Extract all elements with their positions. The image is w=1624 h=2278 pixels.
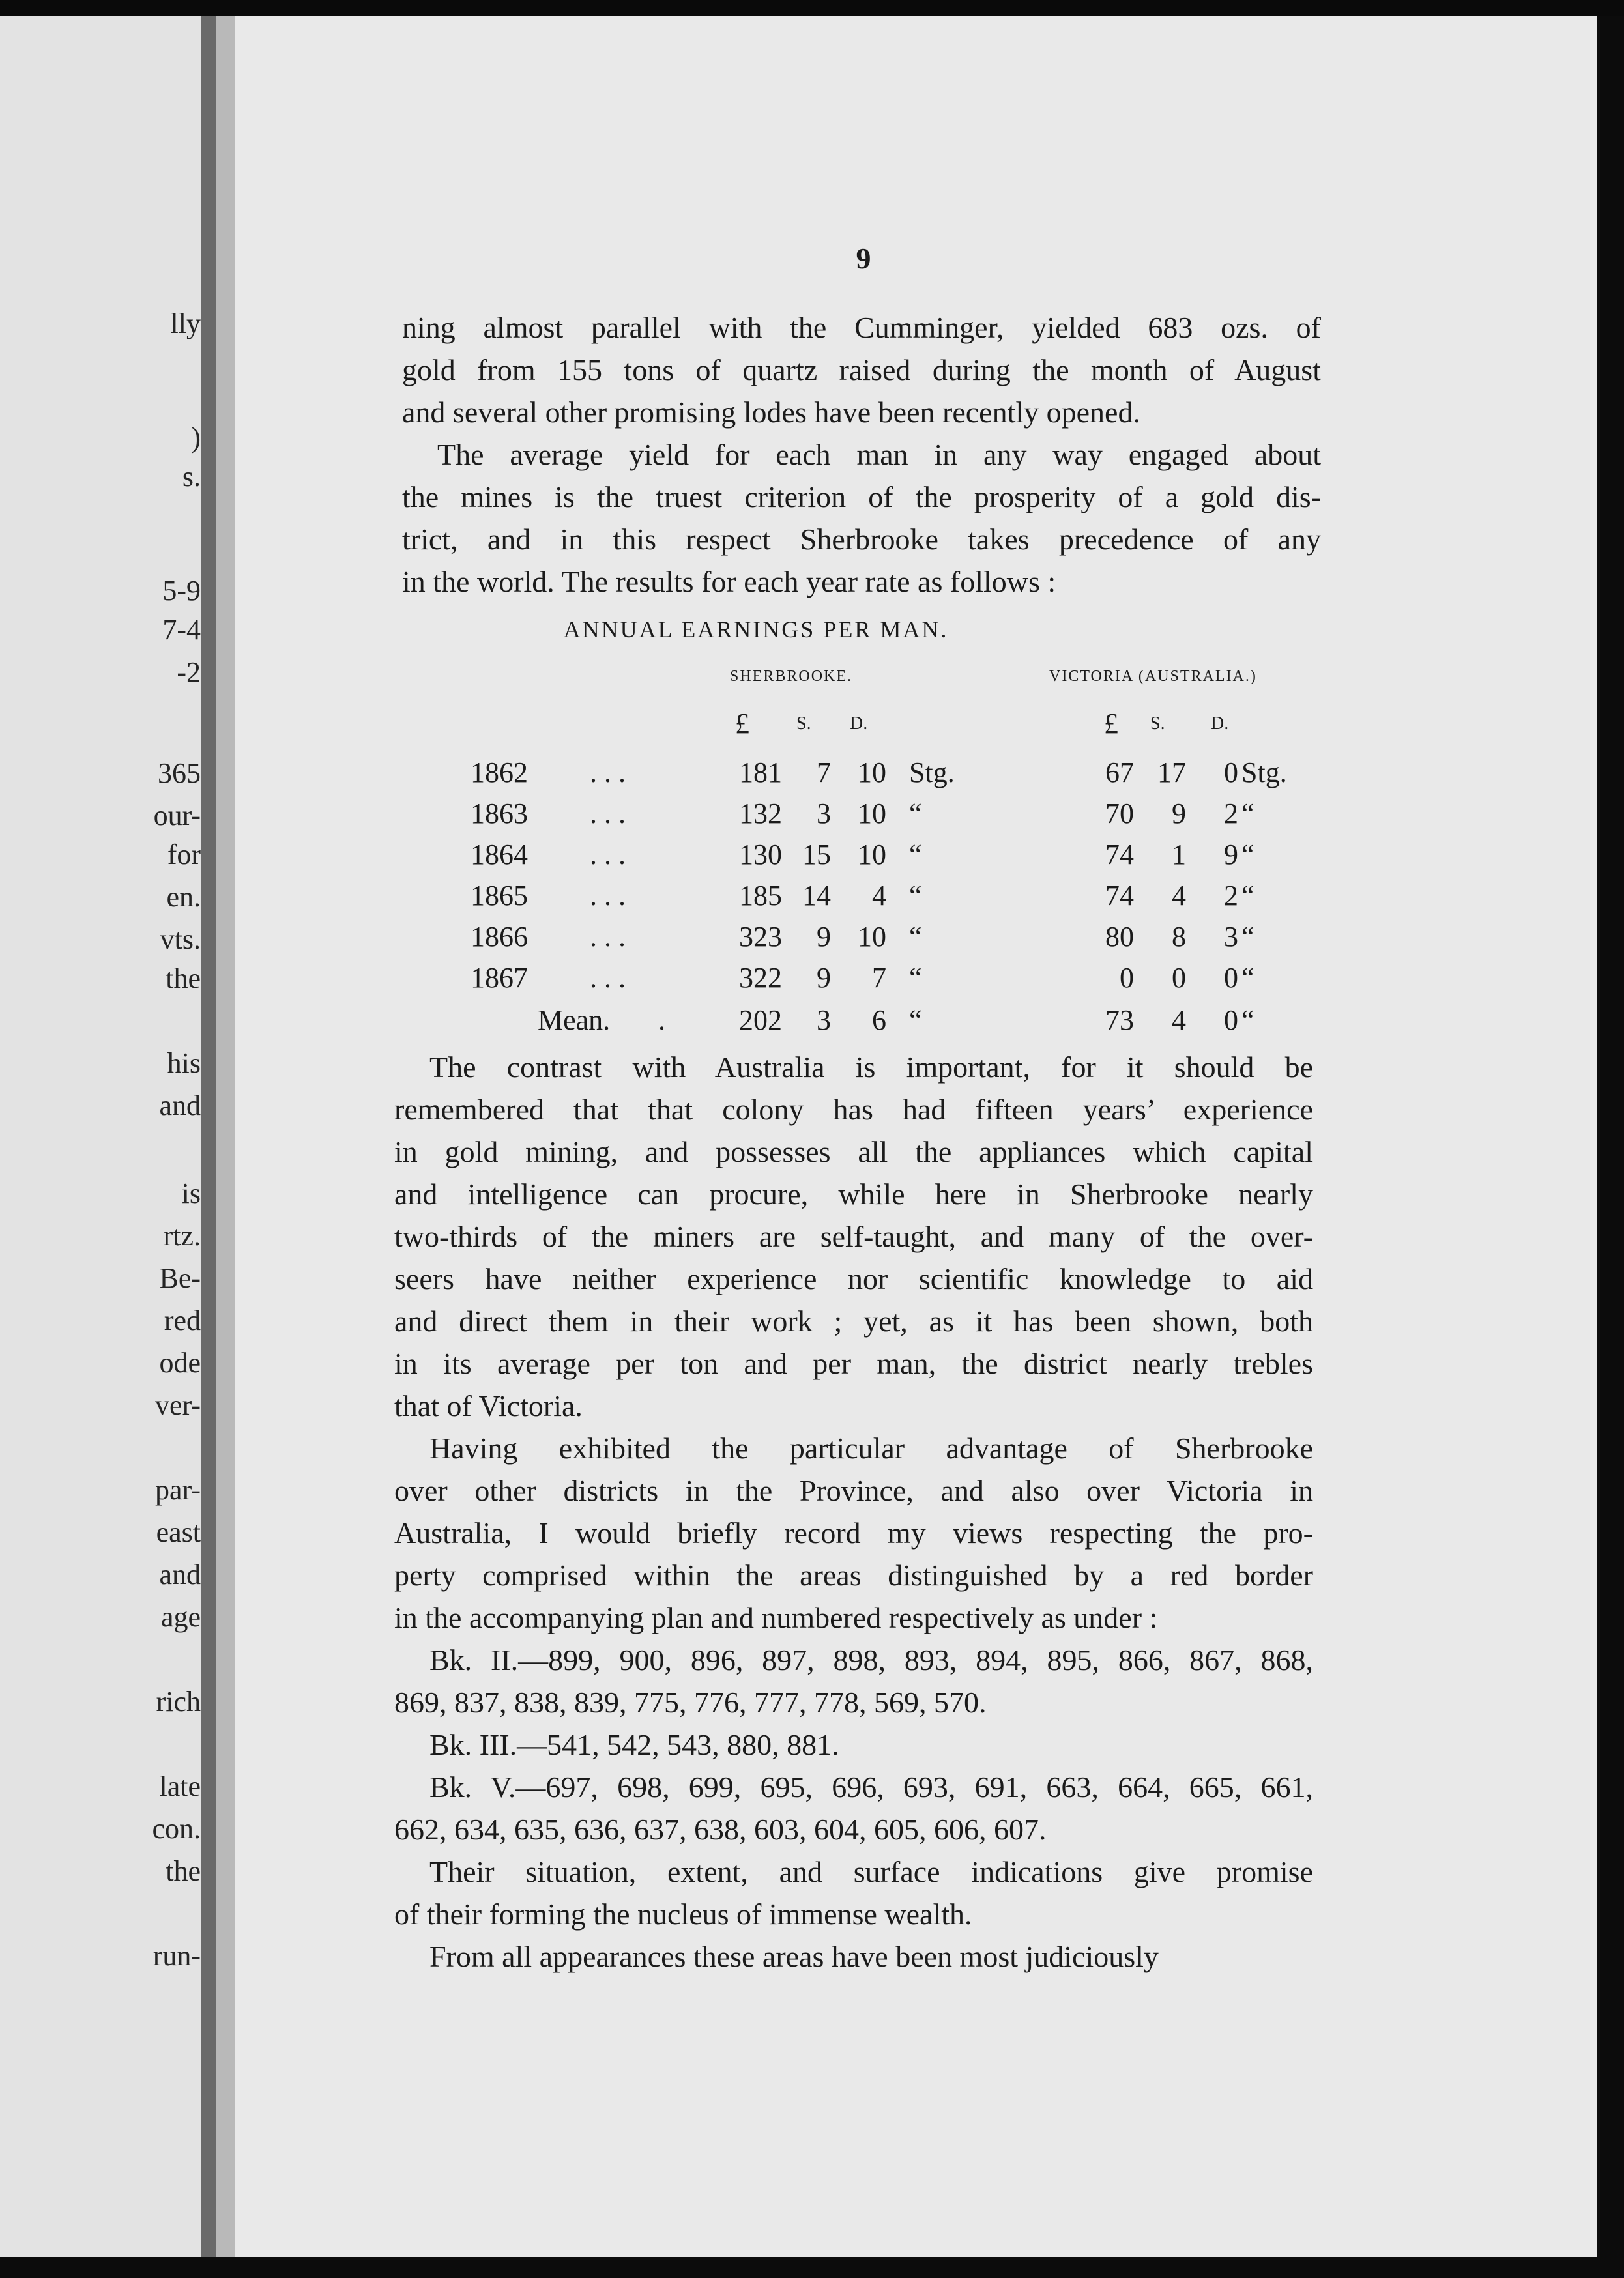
cell-year: 1864 xyxy=(471,839,528,871)
cell-dots: . . . xyxy=(590,962,626,994)
intro-paragraph xyxy=(402,306,1321,433)
text-line: ning almost parallel with the Cumminger, yielded 683 ozs. of xyxy=(402,311,1321,344)
block-two-list xyxy=(394,1639,1313,1723)
table-row xyxy=(0,797,1624,837)
cell-vd: 0 xyxy=(1224,962,1238,994)
left-page-fragment: late xyxy=(159,1770,201,1802)
cell-ss: 3 xyxy=(817,798,831,829)
cell-year: 1865 xyxy=(471,880,528,912)
text-line: 869, 837, 838, 839, 775, 776, 777, 778, 569, 570. xyxy=(394,1686,987,1719)
unit-shillings-sherbrooke: S. xyxy=(796,714,811,734)
cell-vmark: “ xyxy=(1241,1004,1254,1036)
cell-vp: 73 xyxy=(1105,1004,1134,1036)
cell-sd: 6 xyxy=(872,1004,886,1036)
block-five-list xyxy=(394,1766,1313,1851)
cell-vp: 67 xyxy=(1105,757,1134,788)
unit-pence-sherbrooke: D. xyxy=(850,714,868,734)
text-line: in its average per ton and per man, the district nearly trebles xyxy=(394,1347,1313,1380)
contrast-paragraph xyxy=(394,1046,1313,1427)
text-line: 662, 634, 635, 636, 637, 638, 603, 604, 605, 606, 607. xyxy=(394,1813,1047,1846)
text-line: over other districts in the Province, and also over Victoria in xyxy=(394,1474,1313,1507)
cell-smark: “ xyxy=(909,798,922,829)
cell-ss: 15 xyxy=(802,839,831,871)
scan-border-bottom xyxy=(0,2257,1624,2278)
cell-year: 1866 xyxy=(471,921,528,953)
cell-dots: . xyxy=(658,1004,665,1036)
column-header-sherbrooke: SHERBROOKE. xyxy=(730,668,853,685)
left-page-fragment: red xyxy=(164,1305,201,1336)
cell-vd: 0 xyxy=(1224,1004,1238,1036)
left-page-fragment: s. xyxy=(182,461,201,493)
text-line: Bk. III.—541, 542, 543, 880, 881. xyxy=(429,1728,839,1761)
page-gutter xyxy=(216,16,235,2257)
left-page-fragment: his xyxy=(167,1047,201,1079)
text-line: trict, and in this respect Sherbrooke takes precedence of any xyxy=(402,523,1321,556)
final-paragraph xyxy=(394,1935,1313,1978)
left-page-fragment: -2 xyxy=(177,656,201,688)
unit-pound-victoria: £ xyxy=(1104,708,1118,740)
cell-sp: 322 xyxy=(739,962,782,994)
cell-sp: 185 xyxy=(739,880,782,912)
cell-vp: 0 xyxy=(1120,962,1134,994)
cell-vs: 17 xyxy=(1157,757,1186,788)
text-line: Bk. II.—899, 900, 896, 897, 898, 893, 894, 895, 866, 867, 868, xyxy=(429,1643,1313,1677)
left-page-fragment: 5-9 xyxy=(162,575,201,607)
cell-dots: . . . xyxy=(590,757,626,788)
cell-vmark: “ xyxy=(1241,921,1254,953)
table-row xyxy=(0,838,1624,878)
text-line: Australia, I would briefly record my views respecting the pro- xyxy=(394,1516,1313,1550)
left-page-fragment: par- xyxy=(155,1474,201,1506)
cell-sp: 202 xyxy=(739,1004,782,1036)
cell-year: Mean. xyxy=(538,1004,611,1036)
left-page-fragment: 365 xyxy=(158,757,201,789)
cell-vmark: Stg. xyxy=(1241,757,1287,788)
left-page-fragment: run- xyxy=(152,1940,201,1972)
left-page-fragment: east xyxy=(156,1516,201,1548)
left-page-fragment: ) xyxy=(191,422,201,454)
left-page-fragment: is xyxy=(181,1177,201,1209)
left-page-fragment: the xyxy=(166,962,201,994)
scan-border-top xyxy=(0,0,1624,16)
cell-smark: “ xyxy=(909,962,922,994)
text-line: in the world. The results for each year rate as follows : xyxy=(402,565,1056,598)
cell-sp: 130 xyxy=(739,839,782,871)
cell-ss: 9 xyxy=(817,921,831,953)
table-row xyxy=(0,961,1624,1002)
cell-vd: 2 xyxy=(1224,798,1238,829)
cell-vs: 8 xyxy=(1172,921,1186,953)
text-line: the mines is the truest criterion of the prosperity of a gold dis- xyxy=(402,480,1321,513)
cell-dots: . . . xyxy=(590,798,626,829)
left-page-fragment: rtz. xyxy=(163,1220,201,1252)
unit-shillings-victoria: S. xyxy=(1150,714,1165,734)
left-page-fragment: for xyxy=(167,839,201,871)
left-page-fragment: vts. xyxy=(160,923,201,955)
cell-ss: 9 xyxy=(817,962,831,994)
text-line: remembered that that colony has had fifteen years’ experience xyxy=(394,1093,1313,1126)
text-line: two-thirds of the miners are self-taught, and many of the over- xyxy=(394,1220,1313,1253)
text-line: gold from 155 tons of quartz raised during the month of August xyxy=(402,353,1321,386)
currency-units-row xyxy=(0,707,1624,746)
cell-vs: 4 xyxy=(1172,880,1186,912)
left-page-fragment: ver- xyxy=(155,1389,201,1421)
table-row xyxy=(0,879,1624,919)
left-page-fragment: en. xyxy=(166,881,201,913)
left-page-fragment: and xyxy=(159,1559,201,1591)
cell-vmark: “ xyxy=(1241,962,1254,994)
cell-sd: 10 xyxy=(858,757,886,788)
cell-vp: 80 xyxy=(1105,921,1134,953)
cell-sd: 10 xyxy=(858,921,886,953)
left-page-fragment: our- xyxy=(153,800,201,831)
cell-smark: “ xyxy=(909,1004,922,1036)
cell-vp: 74 xyxy=(1105,839,1134,871)
cell-smark: “ xyxy=(909,921,922,953)
cell-vmark: “ xyxy=(1241,798,1254,829)
text-line: and direct them in their work ; yet, as it has been shown, both xyxy=(394,1305,1313,1338)
cell-smark: “ xyxy=(909,880,922,912)
cell-sp: 181 xyxy=(739,757,782,788)
cell-ss: 3 xyxy=(817,1004,831,1036)
column-header-victoria: VICTORIA (AUSTRALIA.) xyxy=(1049,668,1257,685)
cell-vd: 0 xyxy=(1224,757,1238,788)
left-page-fragment: rich xyxy=(156,1686,201,1718)
cell-sd: 7 xyxy=(872,962,886,994)
text-line: in the accompanying plan and numbered respectively as under : xyxy=(394,1601,1158,1634)
scan-border-right xyxy=(1597,16,1624,2278)
left-page-fragment: the xyxy=(166,1855,201,1887)
cell-ss: 7 xyxy=(817,757,831,788)
cell-vs: 4 xyxy=(1172,1004,1186,1036)
left-page-fragment: lly xyxy=(170,308,201,339)
text-line: in gold mining, and possesses all the appliances which capital xyxy=(394,1135,1313,1168)
table-row xyxy=(0,920,1624,960)
text-line: The average yield for each man in any way engaged about xyxy=(437,438,1321,471)
average-yield-paragraph xyxy=(402,433,1321,603)
cell-vp: 74 xyxy=(1105,880,1134,912)
left-page-fragment: Be- xyxy=(159,1262,201,1294)
page-gutter-shadow xyxy=(201,16,216,2257)
cell-vd: 3 xyxy=(1224,921,1238,953)
left-page-edge xyxy=(0,16,201,2257)
text-line: The contrast with Australia is important, for it should be xyxy=(429,1050,1313,1084)
text-line: Having exhibited the particular advantage of Sherbrooke xyxy=(429,1432,1313,1465)
cell-vs: 0 xyxy=(1172,962,1186,994)
text-line: of their forming the nucleus of immense wealth. xyxy=(394,1897,972,1931)
table-mean-row xyxy=(0,1003,1624,1044)
cell-vmark: “ xyxy=(1241,880,1254,912)
left-page-fragment: age xyxy=(160,1601,201,1633)
text-line: perty comprised within the areas distinguished by a red border xyxy=(394,1559,1313,1592)
cell-sd: 10 xyxy=(858,798,886,829)
text-line: Their situation, extent, and surface indications give promise xyxy=(429,1855,1313,1888)
cell-sd: 10 xyxy=(858,839,886,871)
cell-ss: 14 xyxy=(802,880,831,912)
text-line: seers have neither experience nor scientific knowledge to aid xyxy=(394,1262,1313,1295)
cell-sd: 4 xyxy=(872,880,886,912)
cell-smark: Stg. xyxy=(909,757,955,788)
left-page-fragment: con. xyxy=(152,1813,201,1845)
left-page-fragment: 7-4 xyxy=(162,614,201,646)
unit-pence-victoria: D. xyxy=(1211,714,1229,734)
cell-vd: 2 xyxy=(1224,880,1238,912)
cell-dots: . . . xyxy=(590,921,626,953)
table-title: ANNUAL EARNINGS PER MAN. xyxy=(563,616,949,642)
cell-sp: 132 xyxy=(739,798,782,829)
cell-year: 1863 xyxy=(471,798,528,829)
cell-dots: . . . xyxy=(590,880,626,912)
cell-sp: 323 xyxy=(739,921,782,953)
cell-vs: 1 xyxy=(1172,839,1186,871)
table-row xyxy=(0,756,1624,796)
cell-vs: 9 xyxy=(1172,798,1186,829)
situation-paragraph xyxy=(394,1851,1313,1935)
left-page-fragment: ode xyxy=(159,1347,201,1379)
text-line: that of Victoria. xyxy=(394,1389,583,1422)
cell-vd: 9 xyxy=(1224,839,1238,871)
text-line: Bk. V.—697, 698, 699, 695, 696, 693, 691, 663, 664, 665, 661, xyxy=(429,1770,1313,1804)
cell-dots: . . . xyxy=(590,839,626,871)
having-exhibited-paragraph xyxy=(394,1427,1313,1639)
left-page-fragment: and xyxy=(159,1089,201,1121)
cell-vp: 70 xyxy=(1105,798,1134,829)
cell-vmark: “ xyxy=(1241,839,1254,871)
text-line: From all appearances these areas have been most judiciously xyxy=(429,1940,1159,1973)
text-line: and several other promising lodes have been recently opened. xyxy=(402,396,1140,429)
text-line: and intelligence can procure, while here in Sherbrooke nearly xyxy=(394,1177,1313,1211)
cell-year: 1862 xyxy=(471,757,528,788)
cell-smark: “ xyxy=(909,839,922,871)
unit-pound-sherbrooke: £ xyxy=(735,708,749,740)
block-three-list xyxy=(394,1723,1313,1766)
page-number: 9 xyxy=(856,242,871,275)
cell-year: 1867 xyxy=(471,962,528,994)
